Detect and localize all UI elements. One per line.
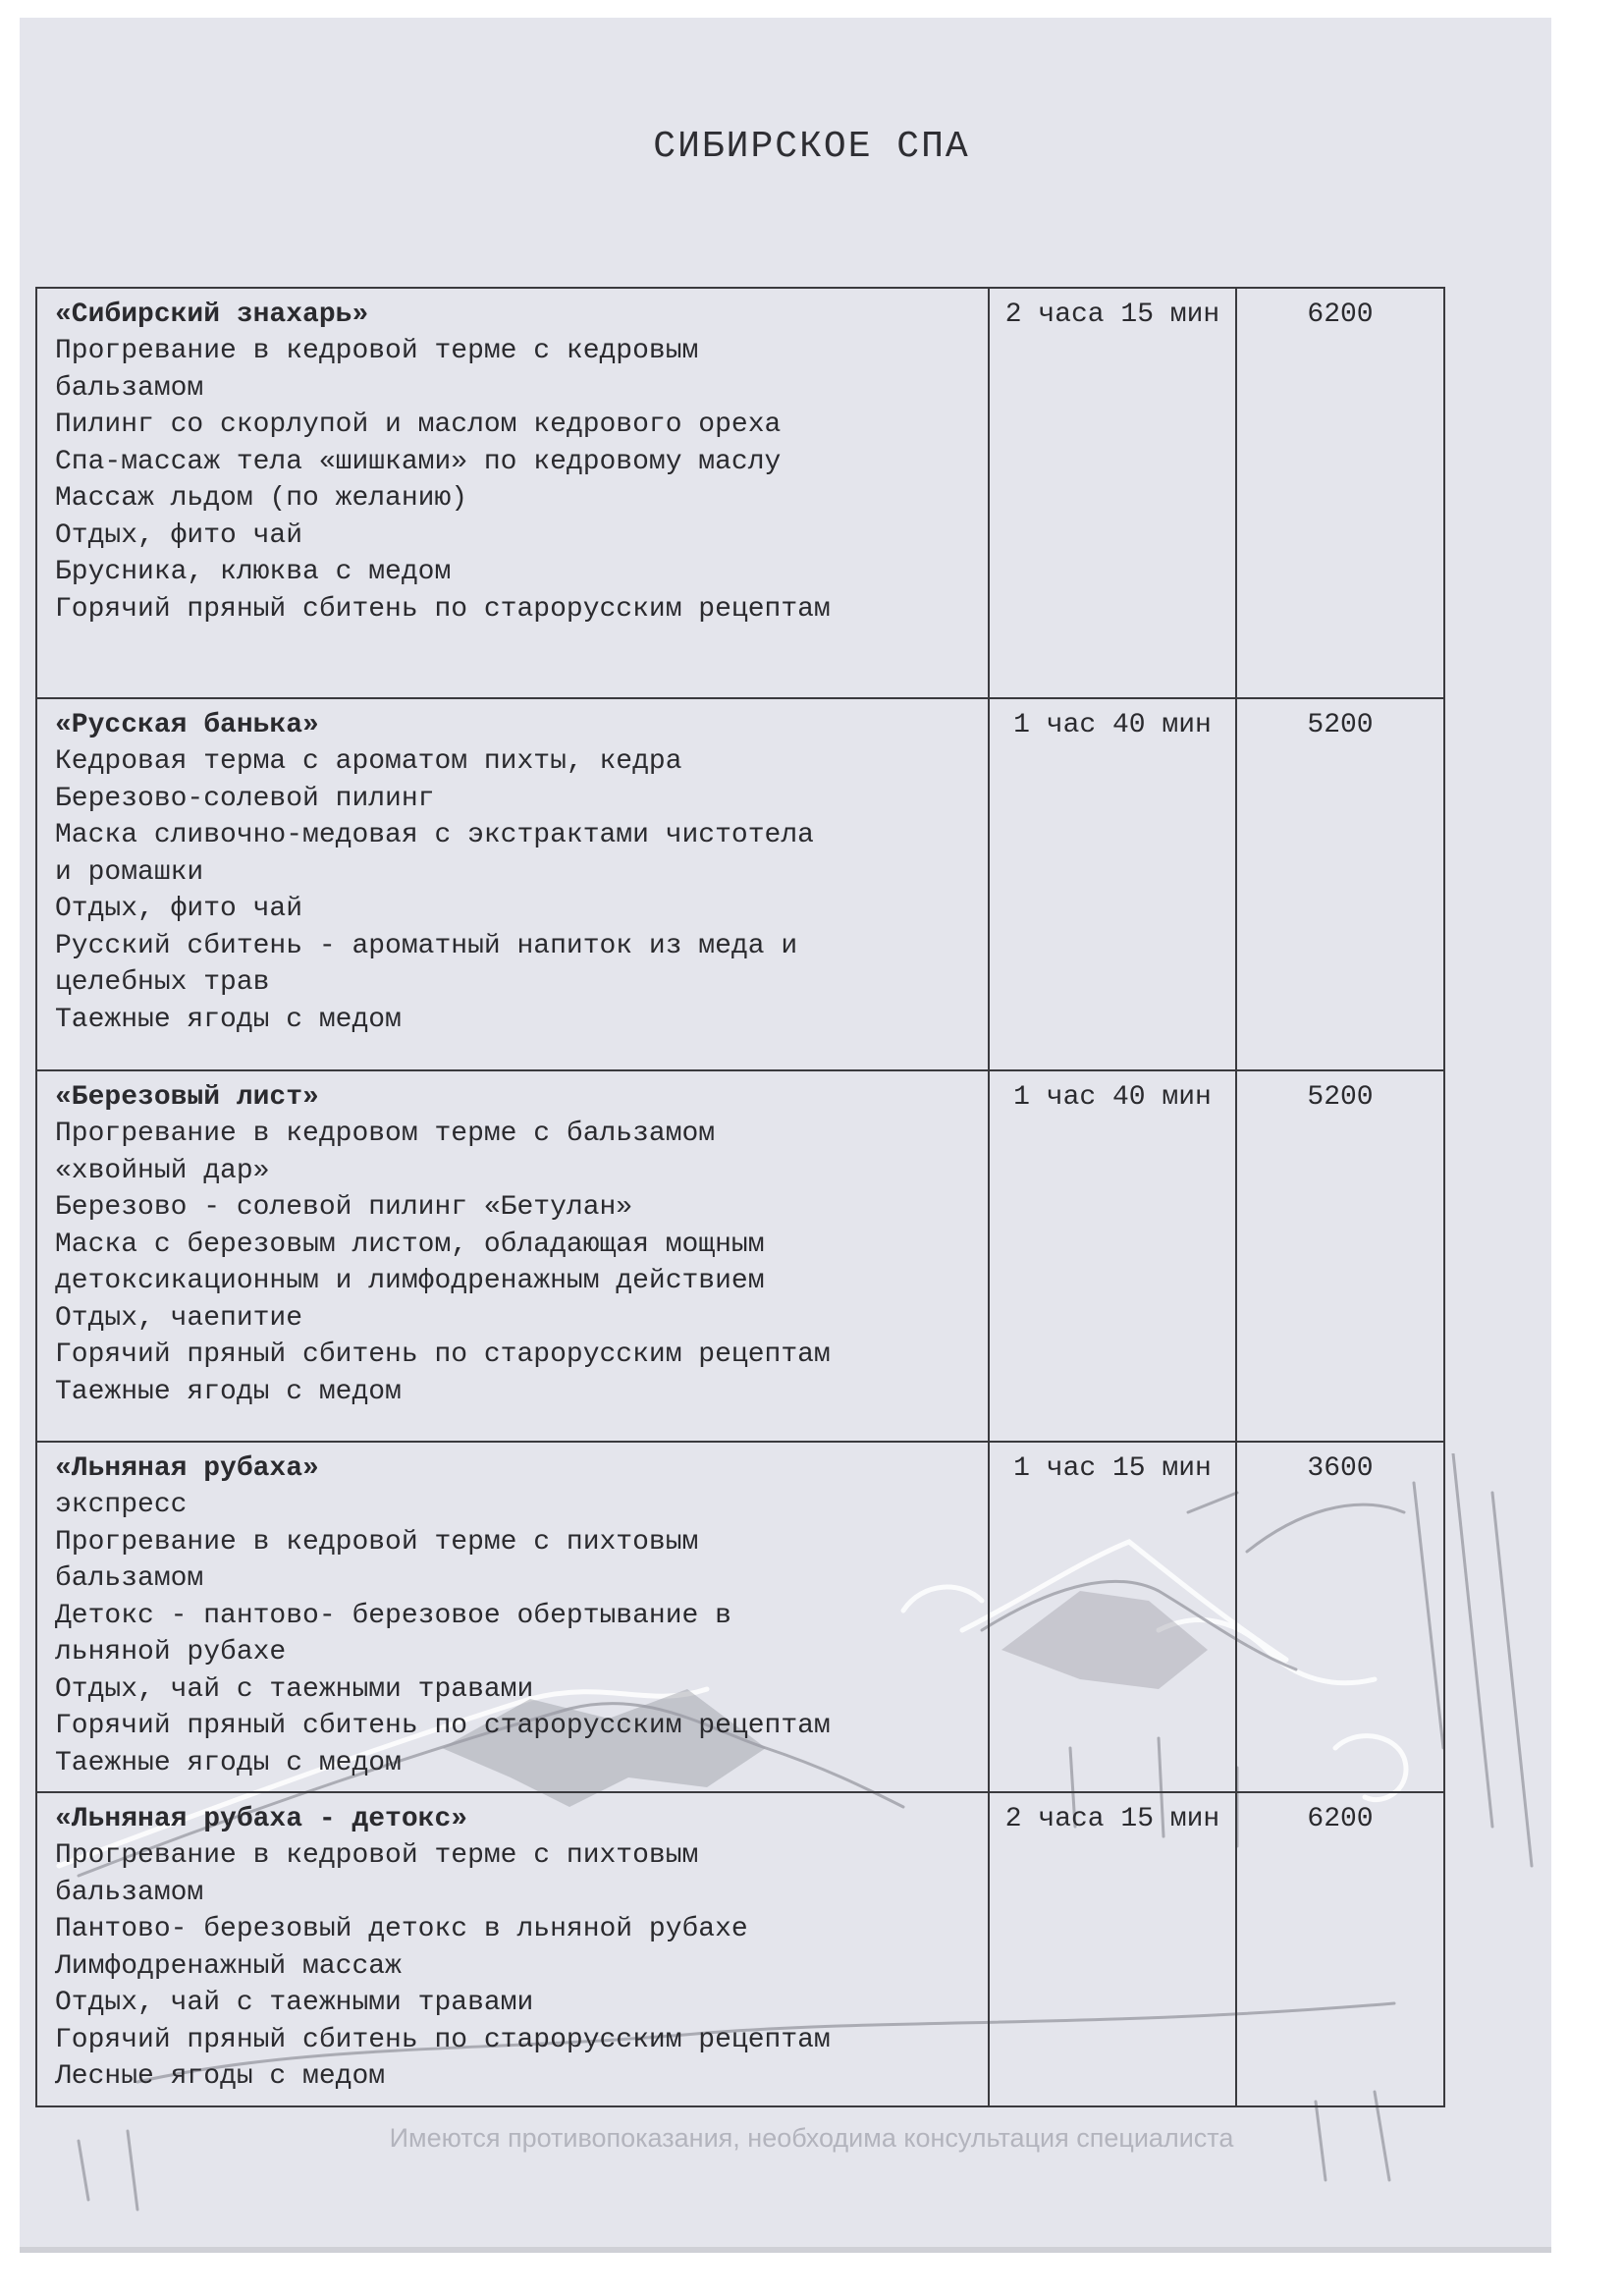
program-description <box>36 698 989 1070</box>
program-line: Маска с березовым листом, обладающая мощным <box>55 1229 765 1260</box>
program-line: Горячий пряный сбитень по старорусским рецептам <box>55 1339 831 1370</box>
program-line: Детокс - пантово- березовое обертывание в <box>55 1600 731 1631</box>
program-line: экспресс <box>55 1490 188 1520</box>
program-name: «Сибирский знахарь» <box>55 300 369 330</box>
program-description <box>36 1792 989 2106</box>
program-line: Прогревание в кедровой терме с кедровым <box>55 336 699 366</box>
program-price: 5200 <box>1236 1070 1444 1442</box>
contraindications-note: Имеются противопоказания, необходима консультация специалиста <box>389 2123 1234 2153</box>
scan-edge <box>20 2247 1551 2253</box>
program-name: «Русская банька» <box>55 710 319 740</box>
program-line: Маска сливочно-медовая с экстрактами чистотела <box>55 820 814 850</box>
program-line: бальзамом <box>55 1877 204 1908</box>
program-line: детоксикационным и лимфодренажным действием <box>55 1266 765 1296</box>
program-line: Горячий пряный сбитень по старорусским рецептам <box>55 2024 831 2055</box>
program-line: Лесные ягоды с медом <box>55 2061 386 2092</box>
program-duration: 2 часа 15 мин <box>989 1792 1236 2106</box>
program-line: Спа-массаж тела «шишками» по кедровому маслу <box>55 446 782 477</box>
program-line: Отдых, чаепитие <box>55 1302 303 1334</box>
program-duration: 1 час 40 мин <box>989 698 1236 1070</box>
program-name: «Березовый лист» <box>55 1082 319 1113</box>
program-duration: 1 час 15 мин <box>989 1442 1236 1792</box>
table-row <box>36 1792 1444 2106</box>
table-row <box>36 1442 1444 1792</box>
program-description <box>36 288 989 698</box>
program-price: 6200 <box>1236 1792 1444 2106</box>
program-description <box>36 1442 989 1792</box>
program-line: Лимфодренажный массаж <box>55 1950 402 1982</box>
program-price: 6200 <box>1236 288 1444 698</box>
program-duration: 2 часа 15 мин <box>989 288 1236 698</box>
program-name: «Льняная рубаха» <box>55 1453 319 1484</box>
program-line: Прогревание в кедровой терме с пихтовым <box>55 1526 699 1558</box>
table-row <box>36 288 1444 698</box>
program-line: Горячий пряный сбитень по старорусским рецептам <box>55 593 831 625</box>
program-line: Таежные ягоды с медом <box>55 1004 402 1035</box>
program-line: «хвойный дар» <box>55 1155 270 1186</box>
program-line: Таежные ягоды с медом <box>55 1376 402 1407</box>
program-line: и ромашки <box>55 856 204 888</box>
program-line: Отдых, фито чай <box>55 519 303 551</box>
program-line: Прогревание в кедровом терме с бальзамом <box>55 1119 716 1149</box>
program-line: Отдых, чай с таежными травами <box>55 1988 534 2018</box>
program-line: Русский сбитень - ароматный напиток из меда и <box>55 930 798 961</box>
program-line: Кедровая терма с ароматом пихты, кедра <box>55 746 682 777</box>
program-name: «Льняная рубаха - детокс» <box>55 1804 468 1834</box>
program-line: Березово-солевой пилинг <box>55 783 435 814</box>
program-line: Прогревание в кедровой терме с пихтовым <box>55 1840 699 1871</box>
program-line: льняной рубахе <box>55 1637 287 1667</box>
program-line: Отдых, чай с таежными травами <box>55 1673 534 1705</box>
program-description <box>36 1070 989 1442</box>
program-line: Пилинг со скорлупой и маслом кедрового ореха <box>55 410 782 440</box>
program-duration: 1 час 40 мин <box>989 1070 1236 1442</box>
program-line: Массаж льдом (по желанию) <box>55 483 468 514</box>
table-row <box>36 698 1444 1070</box>
spa-menu-table <box>35 287 1445 2107</box>
program-line: бальзамом <box>55 372 204 404</box>
page-title: СИБИРСКОЕ СПА <box>653 126 970 168</box>
program-line: бальзамом <box>55 1563 204 1594</box>
program-line: Отдых, фито чай <box>55 894 303 924</box>
program-line: Брусника, клюква с медом <box>55 557 452 587</box>
program-price: 3600 <box>1236 1442 1444 1792</box>
program-line: целебных трав <box>55 967 270 998</box>
program-price: 5200 <box>1236 698 1444 1070</box>
program-line: Горячий пряный сбитень по старорусским рецептам <box>55 1711 831 1741</box>
table-row <box>36 1070 1444 1442</box>
program-line: Таежные ягоды с медом <box>55 1747 402 1778</box>
program-line: Березово - солевой пилинг «Бетулан» <box>55 1192 633 1223</box>
program-line: Пантово- березовый детокс в льняной рубахе <box>55 1914 748 1944</box>
